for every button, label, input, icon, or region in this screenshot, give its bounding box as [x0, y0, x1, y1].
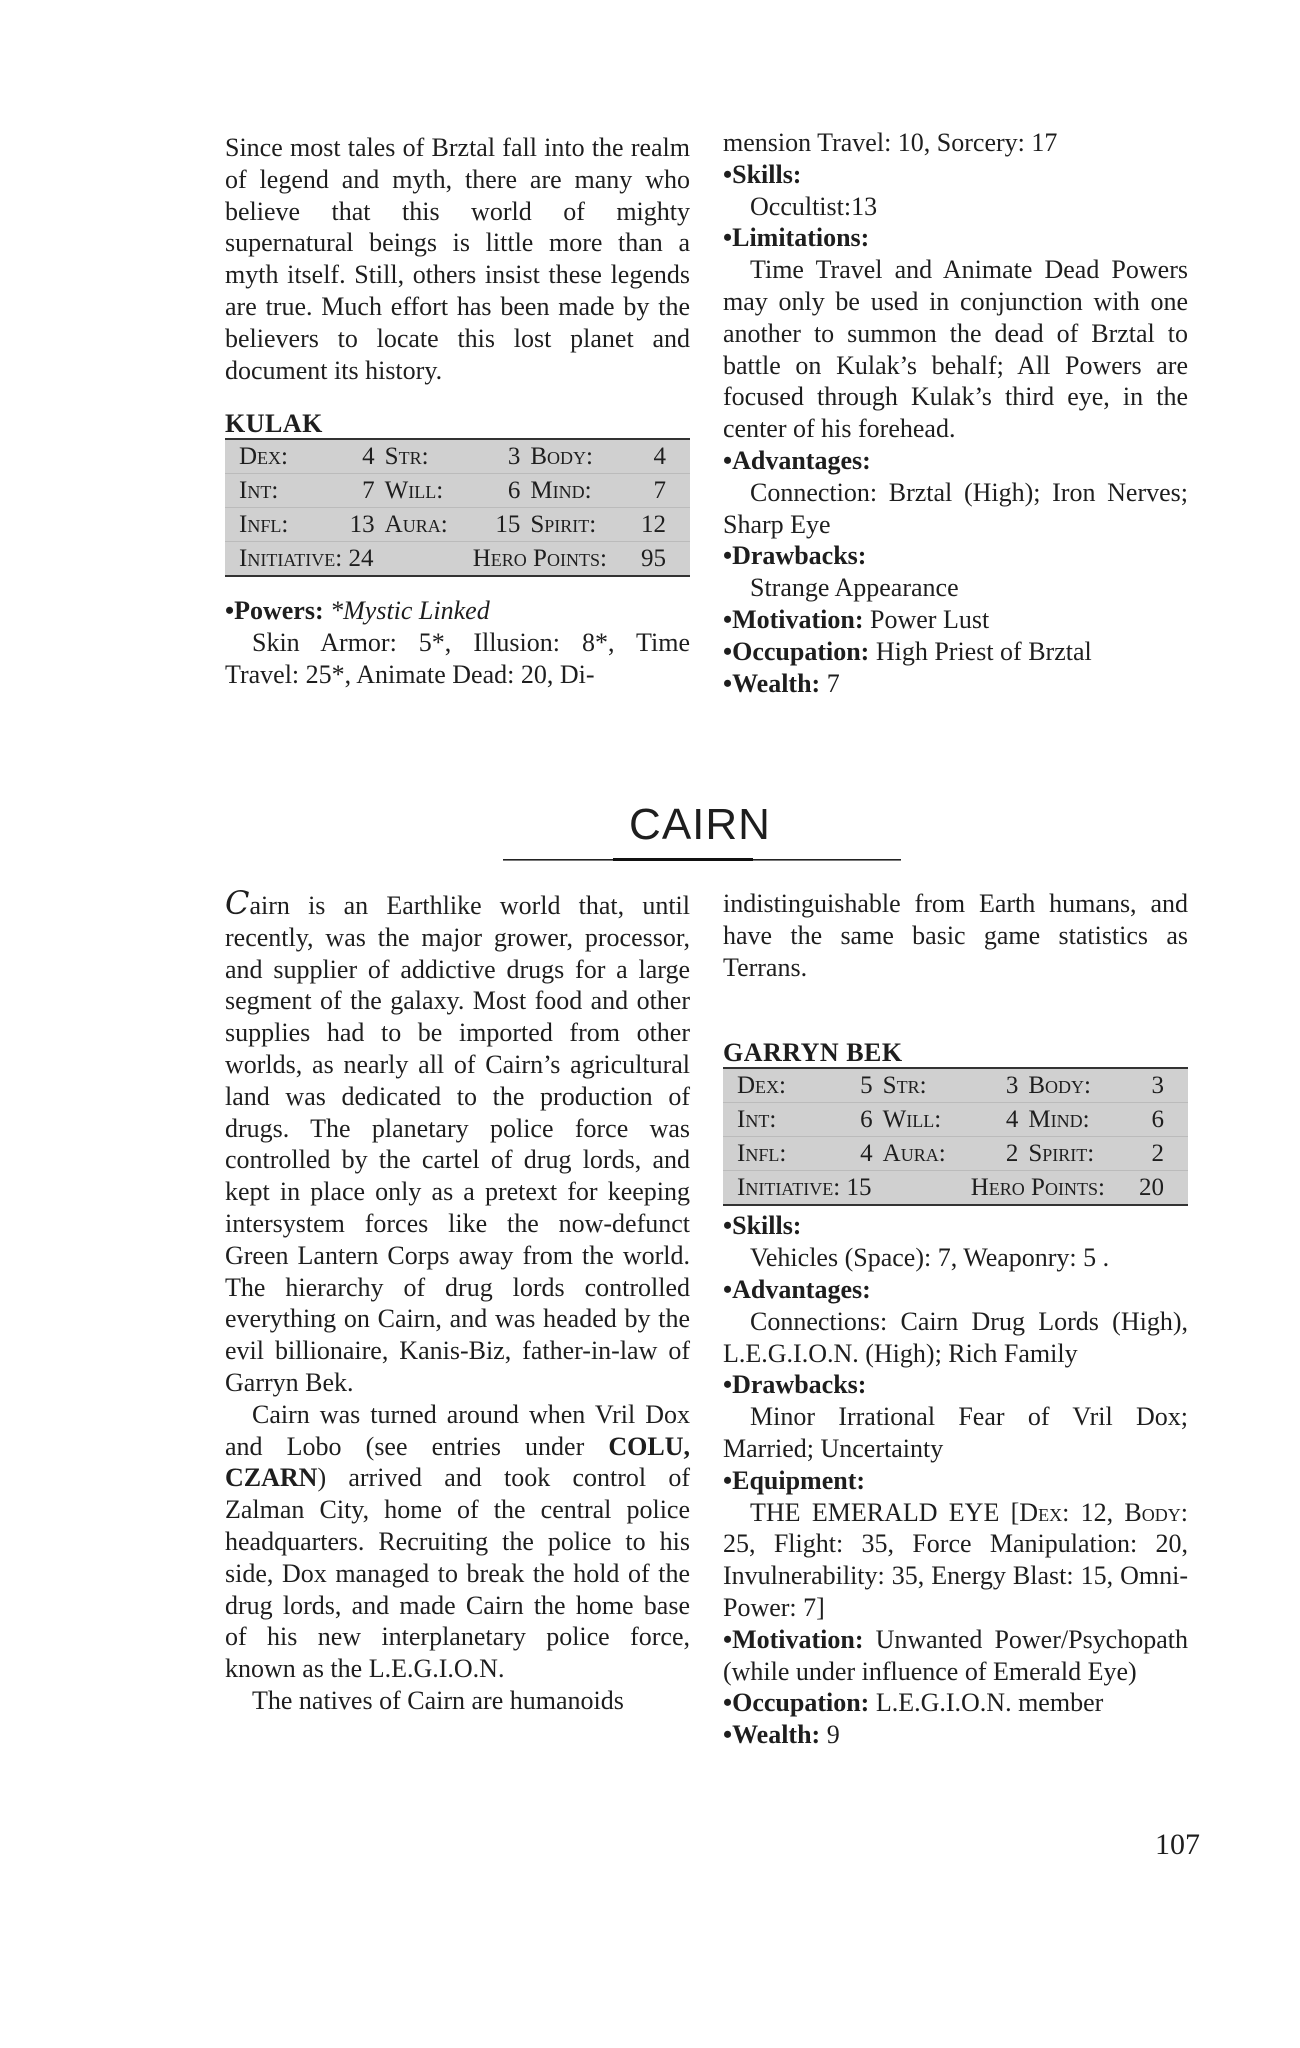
- stat-value: 3: [507, 443, 521, 471]
- motivation-label: •Motivation:: [723, 604, 864, 634]
- drawbacks-text: Strange Appearance: [750, 573, 959, 603]
- wealth-value: 7: [826, 668, 840, 698]
- stat-value: 2: [1005, 1140, 1019, 1168]
- advantages-label: •Advantages:: [723, 1274, 871, 1304]
- drop-cap: C: [225, 884, 250, 922]
- kulak-stat-block: [225, 438, 690, 577]
- cairn-paragraph-1: [225, 884, 690, 1399]
- stat-value: 2: [1151, 1140, 1165, 1168]
- stat-label: Str:: [384, 443, 429, 471]
- limitations-text: [723, 254, 1188, 445]
- stat-value: 4: [1005, 1106, 1019, 1134]
- drawbacks-label: •Drawbacks:: [723, 541, 867, 571]
- occupation-label: •Occupation:: [723, 636, 870, 666]
- equipment-text-c: : 25, Flight: 35, Force Manipulation: 20, Invulnerability: 35, Energy Blast: 15, Omni-Power: 7]: [723, 1497, 1188, 1622]
- bottom-right-column: [723, 888, 1188, 1751]
- occupation-line: [723, 1687, 1188, 1719]
- stat-value: 95: [641, 545, 666, 573]
- stat-row: [723, 1170, 1188, 1204]
- page-number: 107: [1155, 1828, 1200, 1861]
- bottom-left-column: [225, 884, 690, 1717]
- cairn-paragraph-3-continued: indistinguishable from Earth humans, and have the same basic game statistics as Terrans.: [723, 889, 1188, 982]
- stat-label: Body:: [1028, 1072, 1091, 1100]
- stat-label: Body:: [530, 443, 593, 471]
- stat-value: 4: [653, 443, 667, 471]
- garryn-stat-block: [723, 1067, 1188, 1206]
- stat-row: [225, 541, 690, 575]
- brztal-intro-paragraph: Since most tales of Brztal fall into the realm of legend and myth, there are many who believe that this world of mighty supernatural beings is little more than a myth itself. Still, others insist these legends are true. Much effort has been made by the believers to locate this lost planet and document its history.: [225, 133, 690, 385]
- limitations-label: •Limitations:: [723, 223, 870, 253]
- stat-row: [723, 1102, 1188, 1136]
- skills-text: Vehicles (Space): 7, Weaponry: 5 .: [750, 1243, 1110, 1273]
- motivation-line: [723, 1624, 1188, 1688]
- stat-label: Hero Points:: [472, 545, 607, 573]
- drawbacks-text: [723, 1401, 1188, 1465]
- stat-label: Initiative:: [239, 545, 343, 573]
- skills-text: Occultist:13: [750, 191, 878, 221]
- stat-label: Spirit:: [1028, 1140, 1095, 1168]
- motivation-line: [723, 604, 1188, 636]
- stat-value: 24: [348, 545, 374, 573]
- stat-label: Int:: [737, 1106, 777, 1134]
- equipment-body-label: Body: [1124, 1497, 1181, 1527]
- stat-label: Will:: [384, 477, 444, 505]
- stat-label: Aura:: [882, 1140, 946, 1168]
- stat-value: 6: [1151, 1106, 1165, 1134]
- wealth-label: •Wealth:: [723, 668, 821, 698]
- stat-value: 15: [495, 511, 521, 539]
- stat-value: 4: [860, 1140, 873, 1168]
- motivation-label: •Motivation:: [723, 1624, 864, 1654]
- powers-note: *Mystic Linked: [330, 596, 490, 626]
- limitations-body: Time Travel and Animate Dead Powers may only be used in conjunction with one another to summon the dead of Brztal to battle on Kulak’s behalf; All Powers are focused through Kulak’s third eye, in the center of his forehead.: [723, 255, 1188, 444]
- stat-value: 6: [860, 1106, 873, 1134]
- motivation-value: Unwanted Power/Psychopath (while under influence of Emerald Eye): [723, 1624, 1188, 1686]
- stat-value: 5: [860, 1072, 873, 1100]
- stat-label: Infl:: [239, 511, 289, 539]
- wealth-line: [723, 668, 1188, 700]
- motivation-value: Power Lust: [870, 604, 990, 634]
- stat-label: Hero Points:: [970, 1174, 1105, 1202]
- stat-row: [723, 1136, 1188, 1170]
- cairn-paragraph-1-text: airn is an Earthlike world that, until recently, was the major grower, processor, and supplier of addictive drugs for a large segment of the galaxy. Most food and other supplies had to be imported from other worlds, as nearly all of Cairn’s agricultural land was dedicated to the production of drugs. The planetary police force was controlled by the cartel of drug lords, and kept in place only as a pretext for keeping intersystem forces like the now-defunct Green Lantern Corps away from the world. The hierarchy of drug lords controlled everything on Cairn, and was headed by the evil billionaire, Kanis-Biz, father-in-law of Garryn Bek.: [225, 891, 690, 1397]
- cairn-paragraph-2-text-b: ) arrived and took control of Zalman City, home of the central police headquarters. Recruiting the police to his side, Dox managed to break the hold of the drug lords, and made Cairn the home base of his new interplanetary police force, known as the L.E.G.I.O.N.: [225, 1463, 690, 1684]
- powers-text: Skin Armor: 5*, Illusion: 8*, Time Travel: 25*, Animate Dead: 20, Di-: [225, 628, 690, 689]
- equipment-text-b: : 12,: [1062, 1497, 1125, 1527]
- stat-label: Initiative:: [737, 1174, 841, 1202]
- drawbacks-label: •Drawbacks:: [723, 1370, 867, 1400]
- kulak-powers-text: [225, 627, 690, 691]
- stat-value: 15: [846, 1174, 872, 1202]
- skills-label: •Skills:: [723, 159, 802, 189]
- stat-value: 6: [507, 477, 521, 505]
- wealth-label: •Wealth:: [723, 1720, 821, 1750]
- cairn-paragraph-2-text-a: Cairn was turned around when Vril Dox and Lobo (see entries under: [225, 1399, 690, 1461]
- cairn-paragraph-3: The natives of Cairn are humanoids: [252, 1685, 624, 1715]
- stat-value: 4: [362, 443, 375, 471]
- stat-label: Str:: [882, 1072, 927, 1100]
- skills-label: •Skills:: [723, 1211, 802, 1241]
- occupation-value: L.E.G.I.O.N. member: [875, 1688, 1104, 1718]
- equipment-text-a: THE EMERALD EYE [: [750, 1497, 1020, 1527]
- drawbacks-body: Minor Irrational Fear of Vril Dox; Married; Uncertainty: [723, 1402, 1188, 1463]
- stat-label: Dex:: [737, 1072, 786, 1100]
- stat-label: Mind:: [1028, 1106, 1090, 1134]
- top-right-column: [723, 127, 1188, 699]
- stat-value: 7: [362, 477, 375, 505]
- wealth-value: 9: [826, 1720, 840, 1750]
- equipment-dex-label: Dex: [1019, 1497, 1063, 1527]
- stat-label: Int:: [239, 477, 279, 505]
- stat-label: Mind:: [530, 477, 592, 505]
- powers-label: •Powers:: [225, 596, 324, 626]
- title-rule: [503, 858, 901, 861]
- stat-value: 13: [349, 511, 375, 539]
- advantages-text: [723, 1306, 1188, 1370]
- kulak-powers-heading: [225, 595, 690, 627]
- stat-label: Spirit:: [530, 511, 597, 539]
- advantages-text: [723, 477, 1188, 541]
- occupation-line: [723, 636, 1188, 668]
- advantages-body: Connections: Cairn Drug Lords (High), L.E.G.I.O.N. (High); Rich Family: [723, 1306, 1188, 1368]
- top-left-column: [225, 132, 690, 691]
- cross-reference: COLU, CZARN: [225, 1431, 690, 1493]
- section-title: CAIRN: [629, 800, 771, 849]
- stat-label: Will:: [882, 1106, 942, 1134]
- stat-value: 3: [1005, 1072, 1019, 1100]
- wealth-line: [723, 1719, 1188, 1751]
- stat-row: [723, 1069, 1188, 1102]
- stat-value: 12: [641, 511, 667, 539]
- stat-row: [225, 473, 690, 507]
- occupation-value: High Priest of Brztal: [875, 636, 1092, 666]
- stat-value: 3: [1151, 1072, 1165, 1100]
- stat-label: Infl:: [737, 1140, 787, 1168]
- kulak-name: KULAK: [225, 409, 323, 439]
- equipment-label: •Equipment:: [723, 1465, 866, 1495]
- stat-label: Dex:: [239, 443, 288, 471]
- stat-row: [225, 440, 690, 473]
- powers-continued: mension Travel: 10, Sorcery: 17: [723, 128, 1058, 157]
- stat-row: [225, 507, 690, 541]
- occupation-label: •Occupation:: [723, 1688, 870, 1718]
- stat-label: Aura:: [384, 511, 448, 539]
- cairn-paragraph-2: [225, 1399, 690, 1685]
- advantages-body: Connection: Brztal (High); Iron Nerves; Sharp Eye: [723, 477, 1188, 539]
- equipment-text: [723, 1497, 1188, 1624]
- stat-value: 7: [653, 477, 667, 505]
- advantages-label: •Advantages:: [723, 445, 871, 475]
- garryn-name: GARRYN BEK: [723, 1038, 903, 1068]
- stat-value: 20: [1139, 1174, 1164, 1202]
